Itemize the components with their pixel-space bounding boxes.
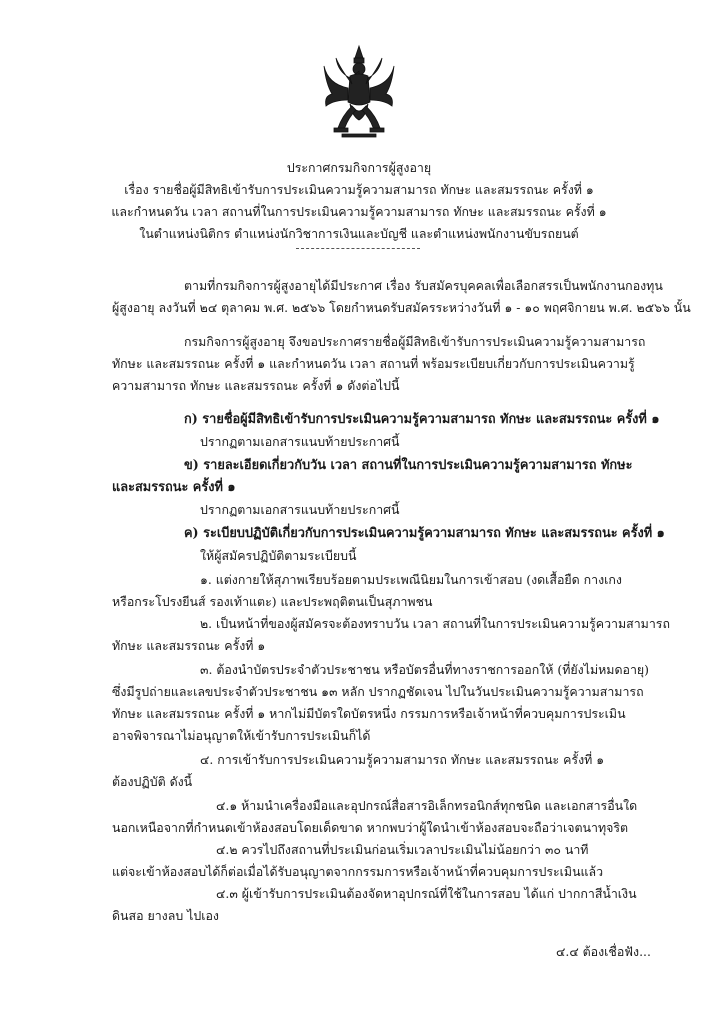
rule-3-cont: ซึ่งมีรูปถ่ายและเลขประจำตัวประชาชน ๑๓ หลัก ปรากฏชัดเจน ไปในวันประเมินความรู้ความสามารถ [112,684,644,699]
intro-paragraph-2-cont: ทักษะ และสมรรถนะ ครั้งที่ ๑ และกำหนดวัน เวลา สถานที่ พร้อมระเบียบเกี่ยวกับการประเมินความรู้ [112,356,635,371]
section-c-body: ให้ผู้สมัครปฏิบัติตามระเบียบนี้ [200,548,357,563]
intro-paragraph-1-cont: ผู้สูงอายุ ลงวันที่ ๒๔ ตุลาคม พ.ศ. ๒๕๖๖ โดยกำหนดรับสมัครระหว่างวันที่ ๑ - ๑๐ พฤศจิกายน พ.ศ. ๒๕๖๖ นั้น [112,300,691,315]
rule-1: ๑. แต่งกายให้สุภาพเรียบร้อยตามประเพณีนิยมในการเข้าสอบ (งดเสื้อยืด กางเกง [200,572,622,587]
section-c-heading: ค) ระเบียบปฏิบัติเกี่ยวกับการประเมินความรู้ความสามารถ ทักษะ และสมรรถนะ ครั้งที่ ๑ [184,526,665,541]
section-b-body: ปรากฏตามเอกสารแนบท้ายประกาศนี้ [200,502,400,517]
announcement-subject: เรื่อง รายชื่อผู้มีสิทธิเข้ารับการประเมินความรู้ความสามารถ ทักษะ และสมรรถนะ ครั้งที่ ๑ [124,182,594,197]
rule-2-cont: ทักษะ และสมรรถนะ ครั้งที่ ๑ [112,638,266,653]
section-b-heading-cont: และสมรรถนะ ครั้งที่ ๑ [112,480,236,495]
rule-3-cont3: อาจพิจารณาไม่อนุญาตให้เข้ารับการประเมินก็ได้ [112,728,371,743]
rule-4-1: ๔.๑ ห้ามนำเครื่องมือและอุปกรณ์สื่อสารอิเล็กทรอนิกส์ทุกชนิด และเอกสารอื่นใด [216,798,638,813]
rule-2: ๒. เป็นหน้าที่ของผู้สมัครจะต้องทราบวัน เวลา สถานที่ในการประเมินความรู้ความสามารถ [200,616,670,631]
rule-4-2-cont: แต่จะเข้าห้องสอบได้ก็ต่อเมื่อได้รับอนุญาตจากกรรมการหรือเจ้าหน้าที่ควบคุมการประเมินแล้ว [112,864,604,879]
header-divider [296,248,420,249]
announcement-subject-line2: และกำหนดวัน เวลา สถานที่ในการประเมินความรู้ความสามารถ ทักษะ และสมรรถนะ ครั้งที่ ๑ [111,204,607,219]
rule-3: ๓. ต้องนำบัตรประจำตัวประชาชน หรือบัตรอื่นที่ทางราชการออกให้ (ที่ยังไม่หมดอายุ) [200,662,649,677]
section-a-heading: ก) รายชื่อผู้มีสิทธิเข้ารับการประเมินความรู้ความสามารถ ทักษะ และสมรรถนะ ครั้งที่ ๑ [184,412,660,427]
rule-3-cont2: ทักษะ และสมรรถนะ ครั้งที่ ๑ หากไม่มีบัตรใดบัตรหนึ่ง กรรมการหรือเจ้าหน้าที่ควบคุมการประเมิน [112,706,626,721]
intro-paragraph-2: กรมกิจการผู้สูงอายุ จึงขอประกาศรายชื่อผู้มีสิทธิเข้ารับการประเมินความรู้ความสามารถ [184,334,646,349]
announcement-issuer: ประกาศกรมกิจการผู้สูงอายุ [286,160,432,175]
rule-4-cont: ต้องปฏิบัติ ดังนี้ [112,774,193,789]
garuda-emblem-icon [322,44,396,144]
rule-4-3-cont: ดินสอ ยางลบ ไปเอง [112,908,219,923]
rule-4: ๔. การเข้ารับการประเมินความรู้ความสามารถ ทักษะ และสมรรถนะ ครั้งที่ ๑ [200,752,605,767]
section-b-heading: ข) รายละเอียดเกี่ยวกับวัน เวลา สถานที่ในการประเมินความรู้ความสามารถ ทักษะ [184,458,633,473]
rule-1-cont: หรือกระโปรงยีนส์ รองเท้าแตะ) และประพฤติตนเป็นสุภาพชน [112,594,433,609]
rule-4-3: ๔.๓ ผู้เข้ารับการประเมินต้องจัดหาอุปกรณ์ที่ใช้ในการสอบ ได้แก่ ปากกาสีน้ำเงิน [216,886,637,901]
continuation-marker: ๔.๔ ต้องเชื่อฟัง... [556,944,651,959]
announcement-subject-line3: ในตำแหน่งนิติกร ตำแหน่งนักวิชาการเงินและบัญชี และตำแหน่งพนักงานขับรถยนต์ [139,226,579,241]
rule-4-2: ๔.๒ ควรไปถึงสถานที่ประเมินก่อนเริ่มเวลาประเมินไม่น้อยกว่า ๓๐ นาที [216,842,589,857]
intro-paragraph-1: ตามที่กรมกิจการผู้สูงอายุได้มีประกาศ เรื่อง รับสมัครบุคคลเพื่อเลือกสรรเป็นพนักงานกองทุน [184,278,663,293]
rule-4-1-cont: นอกเหนือจากที่กำหนดเข้าห้องสอบโดยเด็ดขาด หากพบว่าผู้ใดนำเข้าห้องสอบจะถือว่าเจตนาทุจริต [112,820,629,835]
section-a-body: ปรากฏตามเอกสารแนบท้ายประกาศนี้ [200,434,400,449]
intro-paragraph-2-cont2: ความสามารถ ทักษะ และสมรรถนะ ครั้งที่ ๑ ดังต่อไปนี้ [112,378,400,393]
